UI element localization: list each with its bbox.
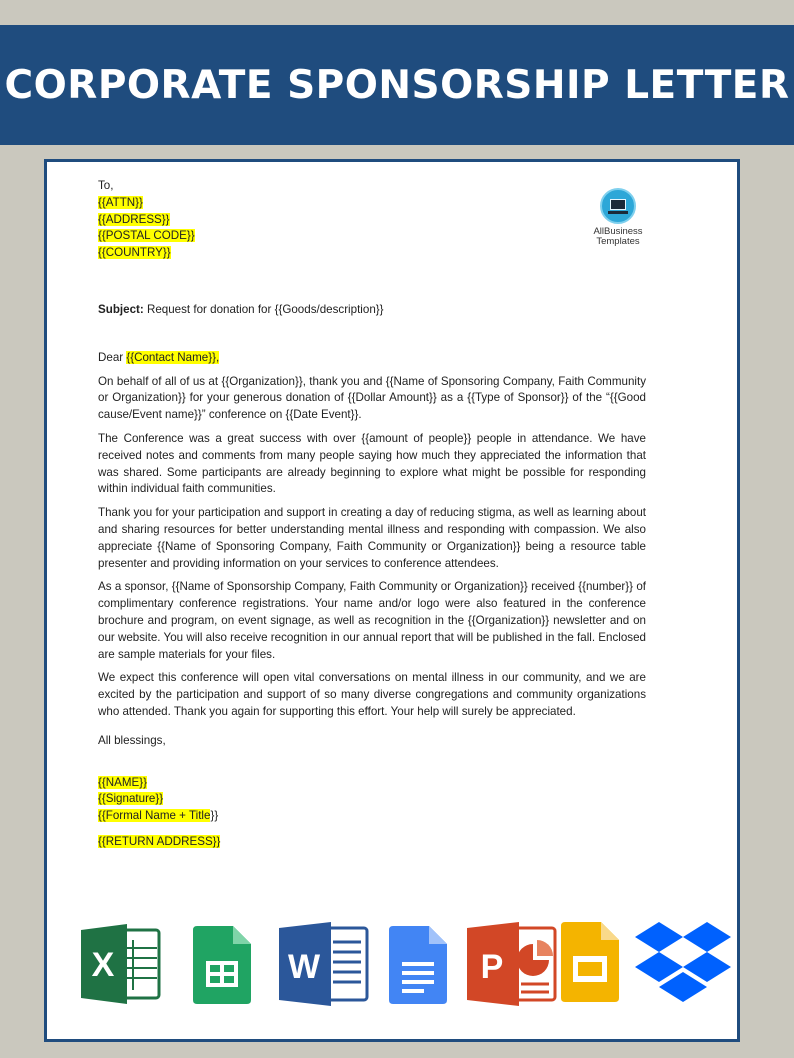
google-slides-icon: [561, 922, 619, 1002]
greeting-dear: Dear: [98, 350, 127, 364]
greeting: [98, 350, 646, 367]
return-address: {{RETURN ADDRESS}}: [98, 834, 221, 848]
paragraph-2: The Conference was a great success with over {{amount of people}} people in attendance. We have received notes and comments from many people saying how much they appreciated the information that was shared. Some participants are already beginning to explore what might be possible for responding within individual faith communities.: [98, 431, 646, 496]
subject-label: Subject:: [98, 302, 144, 316]
closing: All blessings,: [98, 733, 166, 747]
google-docs-icon: [389, 926, 447, 1004]
letter-sheet: [44, 159, 740, 1042]
subject-text: Request for donation for {{Goods/description}}: [143, 302, 384, 316]
paragraph-4: As a sponsor, {{Name of Sponsorship Company, Faith Community or Organization}} received {{number}} of complimentary conference registrations. Your name and/or logo were also featured in the conference brochure and program, on event signage, as well as recognition in the {{Organization}} newsletter and on our website. You will also receive recognition in our annual report that will be published in the fall. Enclosed are sample materials for your files.: [98, 580, 646, 661]
logo-text-line2: Templates: [596, 236, 640, 247]
address-postal-code: {{POSTAL CODE}}: [98, 229, 195, 243]
signer-signature: {{Signature}}: [98, 792, 164, 806]
letter-body: [98, 178, 646, 851]
app-icon-row: [47, 918, 737, 1008]
powerpoint-icon: [465, 922, 557, 1006]
dropbox-icon: [635, 920, 731, 1006]
paragraph-5: We expect this conference will open vital conversations on mental illness in our community, and we are excited by the participation and support of so many diverse congregations and community organizations who attended. Thank you again for supporting this effort. Your help will surely be appreciated.: [98, 671, 646, 718]
logo-text-line1: AllBusiness: [593, 226, 643, 237]
greeting-contact: {{Contact Name}},: [126, 350, 220, 364]
excel-letter: X: [91, 946, 115, 984]
title-banner: [0, 25, 794, 145]
google-sheets-icon: [193, 926, 251, 1004]
word-letter: W: [287, 948, 321, 986]
signature-block: [98, 775, 646, 825]
salutation-to: To,: [98, 179, 114, 192]
paragraph-1: On behalf of all of us at {{Organization}}, thank you and {{Name of Sponsoring Company, Faith Community or Organization}} for your generous donation of {{Dollar Amount}} as a {{Type of Sponsor}} of the “{{Good cause/Event name}}” conference on {{Date Event}}.: [98, 374, 646, 422]
signer-formal-name-tail: }}: [210, 809, 219, 823]
subject-line: [98, 302, 646, 319]
paragraph-3: Thank you for your participation and support in creating a day of reducing stigma, as well as learning about and sharing resources for better understanding mental illness and responding with compassion. We also appreciate {{Name of Sponsoring Company, Faith Community or Organization}} being a resource table presenter and providing information on your services to conference attendees.: [98, 506, 646, 570]
signer-name: {{NAME}}: [98, 775, 147, 789]
excel-icon: [79, 924, 161, 1004]
page-title: CORPORATE SPONSORSHIP LETTER: [4, 62, 790, 108]
address-line: {{ADDRESS}}: [98, 212, 170, 226]
signer-formal-name: {{Formal Name + Title: [98, 809, 211, 823]
address-country: {{COUNTRY}}: [98, 246, 171, 260]
powerpoint-letter: P: [480, 948, 504, 986]
word-icon: [277, 922, 369, 1006]
address-attn: {{ATTN}}: [98, 195, 143, 209]
